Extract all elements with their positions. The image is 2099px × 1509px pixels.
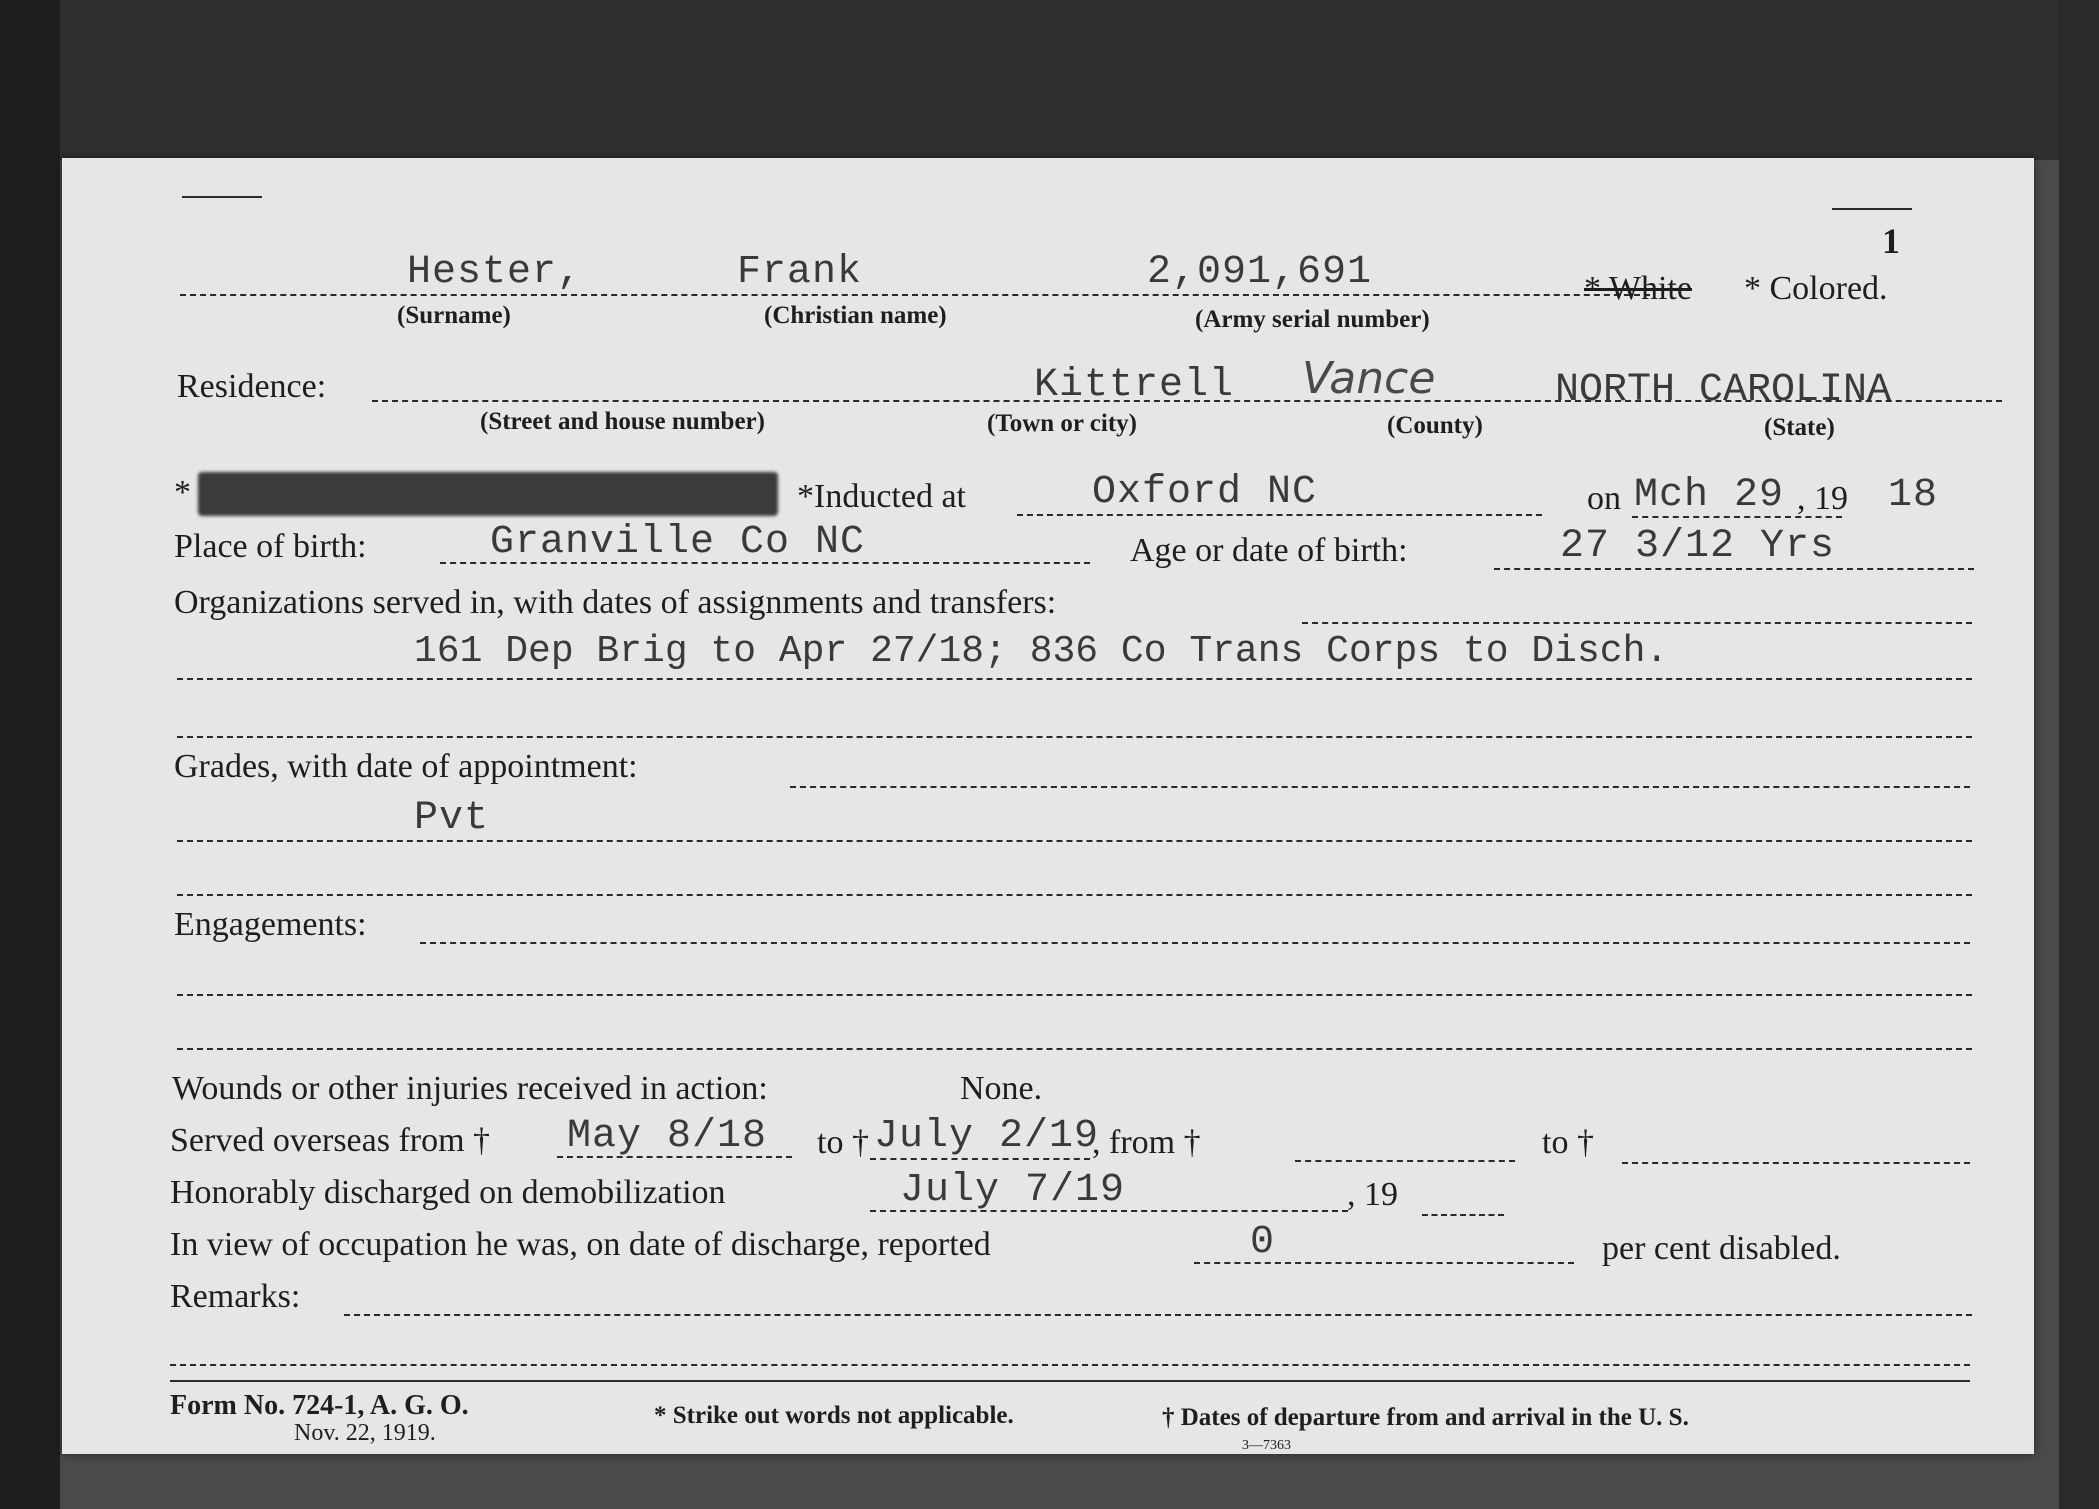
top-right-rule <box>1832 208 1912 210</box>
surname-value: Hester, <box>407 250 583 295</box>
overseas-to2-line <box>1622 1162 1970 1164</box>
organizations-line-1 <box>177 678 1972 680</box>
discharge-year-line <box>1422 1214 1504 1216</box>
on-label: on <box>1587 480 1621 517</box>
discharge-year-label: , 19 <box>1347 1176 1398 1213</box>
remarks-line-1 <box>170 1364 1970 1366</box>
age-label: Age or date of birth: <box>1130 532 1408 569</box>
disability-value: 0 <box>1250 1220 1276 1265</box>
organizations-line-0 <box>1302 622 1972 624</box>
organizations-line-2 <box>177 736 1972 738</box>
surname-caption: (Surname) <box>397 302 511 329</box>
grades-line-0 <box>790 786 1970 788</box>
town-caption: (Town or city) <box>987 410 1137 437</box>
induction-year-prefix: , 19 <box>1797 480 1848 517</box>
overseas-from2-label: , from † <box>1092 1124 1201 1161</box>
remarks-label: Remarks: <box>170 1278 301 1315</box>
engagements-line-0 <box>420 942 1970 944</box>
disability-suffix: per cent disabled. <box>1602 1230 1841 1267</box>
dates-note: † Dates of departure from and arrival in the U. S. <box>1162 1404 1689 1431</box>
served-overseas-label: Served overseas from † <box>170 1122 491 1159</box>
footer-rule <box>170 1380 1970 1382</box>
overseas-to-value: July 2/19 <box>874 1114 1100 1159</box>
serial-number-caption: (Army serial number) <box>1195 306 1430 333</box>
card-number: 1 <box>1882 221 1900 261</box>
induction-place-value: Oxford NC <box>1092 470 1318 515</box>
state-value: NORTH CAROLINA <box>1555 368 1892 413</box>
inducted-at-label: *Inducted at <box>797 478 966 515</box>
remarks-line-0 <box>344 1314 1972 1316</box>
print-code: 3—7363 <box>1242 1438 1291 1453</box>
overseas-to2-label: to † <box>1542 1124 1594 1161</box>
wounds-label: Wounds or other injuries received in action: <box>172 1070 768 1107</box>
town-value: Kittrell <box>1034 363 1235 408</box>
organizations-label: Organizations served in, with dates of assignments and transfers: <box>174 584 1057 621</box>
background-top <box>0 0 2099 160</box>
place-of-birth-label: Place of birth: <box>174 528 367 565</box>
background-right <box>2059 0 2099 1509</box>
grades-value: Pvt <box>414 796 490 841</box>
form-number: Form No. 724-1, A. G. O. <box>170 1390 469 1421</box>
engagements-line-2 <box>177 1048 1972 1050</box>
overseas-from-value: May 8/18 <box>567 1114 768 1159</box>
wounds-value: None. <box>960 1070 1043 1107</box>
state-caption: (State) <box>1764 414 1835 441</box>
white-label: * White <box>1584 270 1692 307</box>
age-value: 27 3/12 Yrs <box>1560 524 1836 569</box>
background-left <box>0 0 60 1509</box>
redaction-mark <box>198 472 778 516</box>
form-date: Nov. 22, 1919. <box>294 1420 436 1446</box>
engagements-label: Engagements: <box>174 906 367 943</box>
county-caption: (County) <box>1387 412 1483 439</box>
place-of-birth-value: Granville Co NC <box>490 520 866 565</box>
overseas-to-label: to † <box>817 1124 869 1161</box>
top-left-rule <box>182 196 262 198</box>
christian-name-value: Frank <box>737 250 863 295</box>
service-record-card <box>62 158 2034 1454</box>
street-caption: (Street and house number) <box>480 408 765 435</box>
disability-label: In view of occupation he was, on date of discharge, reported <box>170 1226 991 1263</box>
discharge-date-value: July 7/19 <box>900 1168 1126 1213</box>
discharge-label: Honorably discharged on demobilization <box>170 1174 726 1211</box>
strike-note: * Strike out words not applicable. <box>654 1402 1014 1429</box>
organizations-value: 161 Dep Brig to Apr 27/18; 836 Co Trans Corps to Disch. <box>414 630 1669 673</box>
grades-line-2 <box>177 894 1972 896</box>
county-value: Vance <box>1302 353 1436 404</box>
christian-name-caption: (Christian name) <box>764 302 947 329</box>
overseas-from2-line <box>1295 1160 1515 1162</box>
name-line <box>180 294 1650 296</box>
induction-asterisk: * <box>174 474 191 511</box>
engagements-line-1 <box>177 994 1972 996</box>
induction-date-value: Mch 29 <box>1634 473 1785 518</box>
serial-number-value: 2,091,691 <box>1147 250 1373 295</box>
colored-label: * Colored. <box>1744 270 1888 307</box>
grades-label: Grades, with date of appointment: <box>174 748 638 785</box>
induction-year-value: 18 <box>1888 473 1939 518</box>
residence-label: Residence: <box>177 368 327 405</box>
